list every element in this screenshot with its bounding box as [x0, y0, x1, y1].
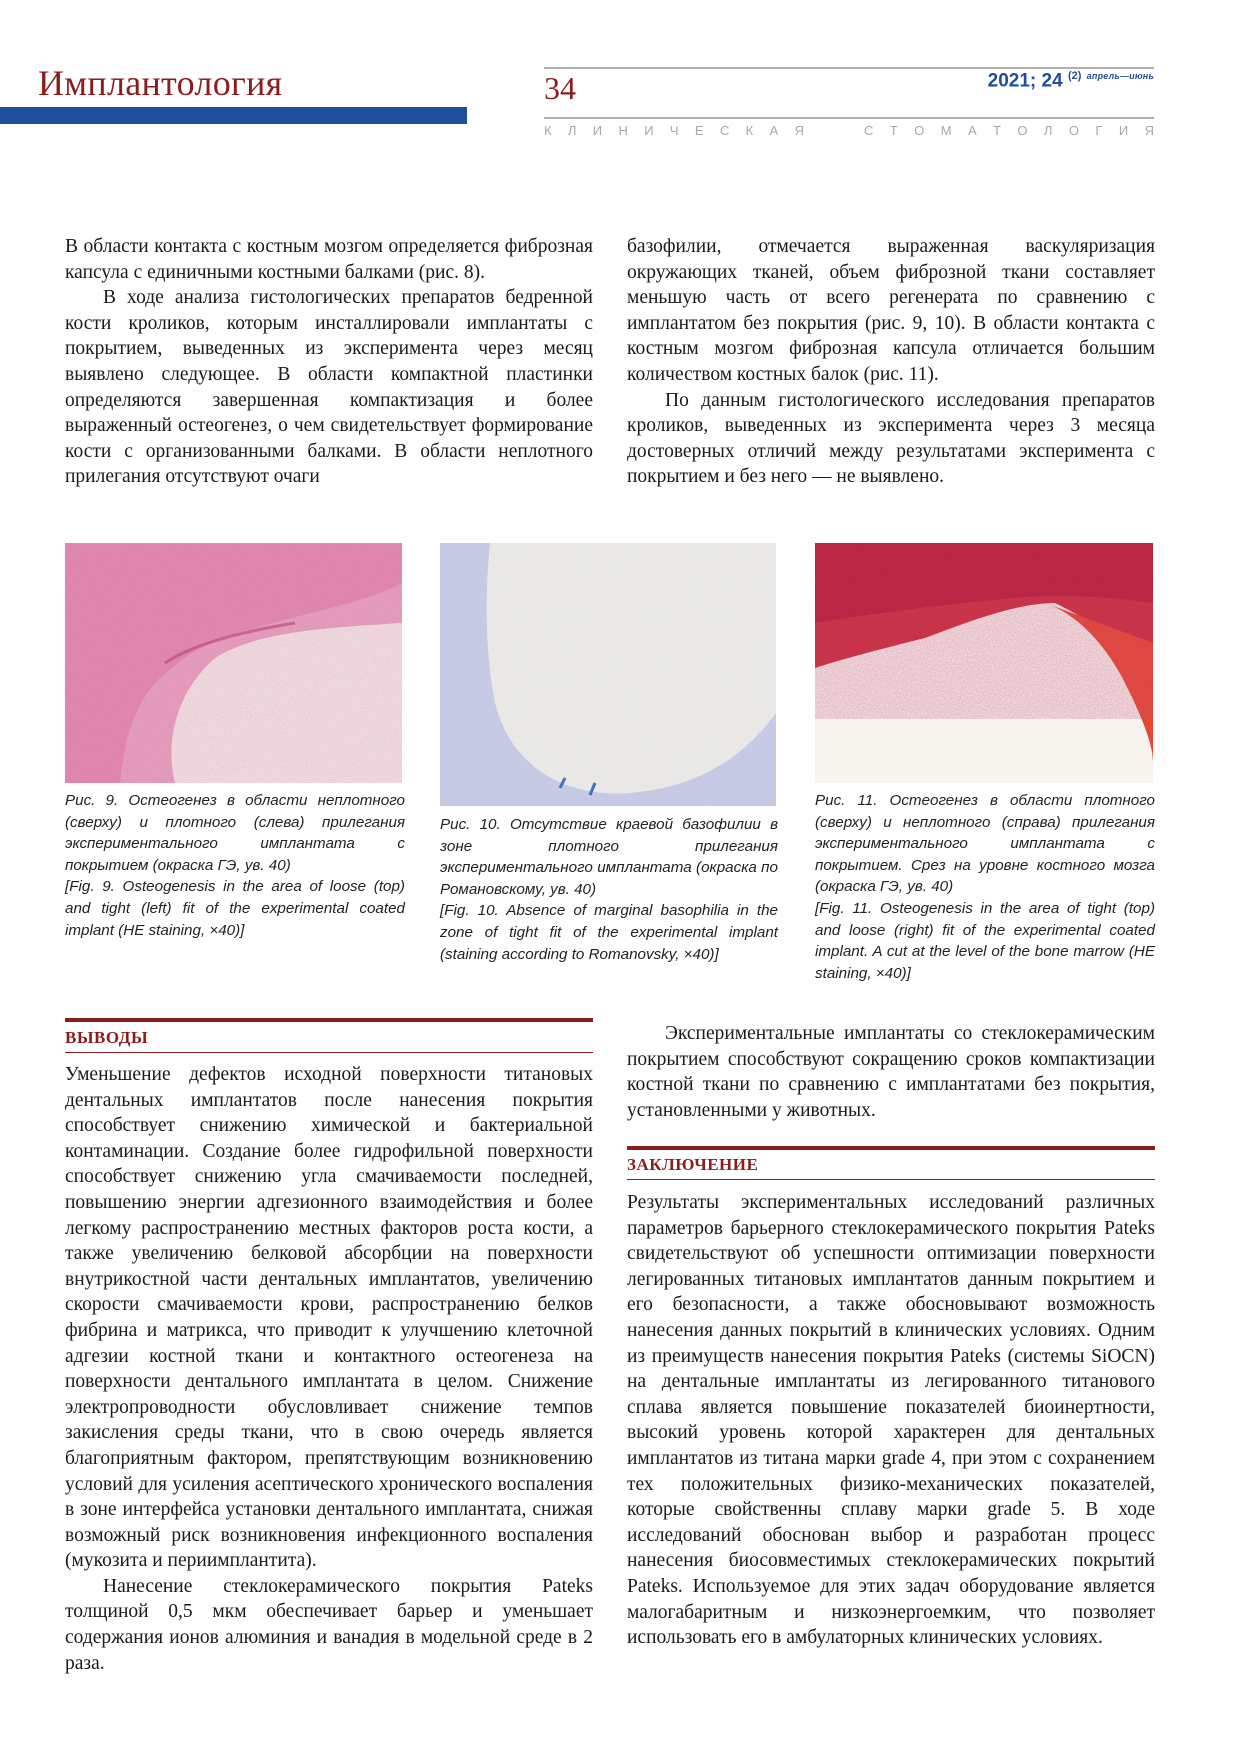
caption-ru: Рис. 9. Остеогенез в области неплотного (сверху) и плотного (слева) прилегания экспериментального имплантата с покрытием (окраска ГЭ, ув. 40)	[65, 792, 405, 874]
journal-letter: К	[745, 123, 754, 138]
page-number: 34	[544, 70, 576, 106]
journal-letter: И	[592, 123, 603, 138]
journal-letter: Г	[1095, 123, 1103, 138]
journal-word-2	[864, 123, 1154, 138]
issue-info	[988, 70, 1154, 92]
journal-letter: А	[967, 123, 977, 138]
journal-letter: И	[644, 123, 654, 138]
header-top-rule	[544, 67, 1154, 69]
journal-word-1	[544, 123, 804, 138]
figure-11-caption	[815, 790, 1155, 984]
caption-en: [Fig. 11. Osteogenesis in the area of tight (top) and loose (right) fit of the experimental coated implant. A cut at the level of the bone marrow (HE staining, ×40)]	[815, 899, 1155, 982]
journal-letter: Л	[1043, 123, 1053, 138]
figure-11-histology-image	[815, 543, 1153, 783]
conclusions-heading: ВЫВОДЫ	[65, 1028, 149, 1047]
journal-letter: Я	[1144, 123, 1154, 138]
caption-en: [Fig. 10. Absence of marginal basophilia in the zone of tight fit of the experimental implant (staining according to Romanovsky, ×40)]	[440, 902, 778, 963]
journal-letter: С	[719, 123, 730, 138]
paragraph: В области контакта с костным мозгом определяется фиброзная капсула с единичными костными балками (рис. 8).	[65, 236, 593, 283]
figure-9-caption	[65, 790, 405, 941]
journal-letter: А	[769, 123, 779, 138]
journal-letter: О	[1017, 123, 1028, 138]
header-mid-rule	[544, 117, 1154, 119]
paragraph: Нанесение стеклокерамического покрытия Pateks толщиной 0,5 мкм обеспечивает барьер и уменьшает содержания ионов алюминия и ванадия в модельной среде в 2 раза.	[65, 1575, 593, 1674]
top-column-right	[627, 234, 1155, 490]
journal-letter: Е	[694, 123, 704, 138]
conclusions-heading-rule-bottom	[65, 1052, 593, 1053]
journal-letter: Т	[993, 123, 1001, 138]
summary-heading-rule-bottom	[627, 1179, 1155, 1180]
caption-en: [Fig. 9. Osteogenesis in the area of loose (top) and tight (left) fit of the experimental coated implant (HE staining, ×40)]	[65, 878, 405, 939]
journal-letter: Л	[567, 123, 577, 138]
paragraph: Результаты экспериментальных исследований различных параметров барьерного стеклокерамического покрытия Pateks свидетельствуют об успешности оптимизации поверхности легированных титановых имплантатов данным покрытием и его безопасности, а также обосновывают возможность нанесения данных покрытий в клинических условиях. Одним из преимуществ нанесения покрытия Pateks (системы SiOCN) на дентальные имплантаты из легированного титанового сплава является повышение показателей биоинертности, высокий уровень которой характерен для дентальных имплантатов из титана марки grade 4, при этом с сохранением тех положительных физико-механических показателей, которые свойственны сплаву марки grade 5. В ходе исследований обоснован выбор и разработан процесс нанесения биосовместимых стеклокерамических покрытий Pateks. Используемое для этих задач оборудование является малогабаритным и низкоэнергоемким, что позволяет использовать его в амбулаторных клинических условиях.	[627, 1192, 1155, 1649]
journal-letter: М	[940, 123, 952, 138]
journal-letter: Ч	[669, 123, 679, 138]
summary-heading-rule-top	[627, 1146, 1155, 1150]
journal-letter: К	[544, 123, 552, 138]
figure-9-histology-image	[65, 543, 402, 783]
paragraph: По данным гистологического исследования препаратов кроликов, выведенных из эксперимента через 3 месяца достоверных отличий между результатами эксперимента с покрытием и без него — не выявлено.	[627, 389, 1155, 488]
summary-column	[627, 1190, 1155, 1651]
section-title: Имплантология	[38, 63, 283, 103]
caption-ru: Рис. 11. Остеогенез в области плотного (сверху) и неплотного (справа) прилегания экспериментального имплантата с покрытием. Срез на уровне костного мозга (окраска ГЭ, ув. 40)	[815, 792, 1155, 896]
summary-heading: ЗАКЛЮЧЕНИЕ	[627, 1155, 759, 1174]
journal-letter: Я	[794, 123, 804, 138]
paragraph: В ходе анализа гистологических препаратов бедренной кости кроликов, которым инсталлировали имплантаты с покрытием, выведенных из эксперимента через месяц выявлено следующее. В области компактной пластинки определяются завершенная компактизация и более выраженный остеогенез, о чем свидетельствует формирование кости с организованными балками. В области неплотного прилегания отсутствуют очаги	[65, 287, 593, 488]
issue-number: (2)	[1067, 70, 1082, 82]
top-column-left	[65, 234, 593, 490]
journal-letter: И	[1118, 123, 1129, 138]
conclusions-column-left	[65, 1062, 593, 1676]
issue-months: апрель—июнь	[1086, 71, 1154, 81]
conclusions-heading-rule-top	[65, 1018, 593, 1022]
journal-letter: О	[914, 123, 925, 138]
caption-ru: Рис. 10. Отсутствие краевой базофилии в зоне плотного прилегания экспериментального имплантата (окраска по Романовскому, ув. 40)	[440, 816, 778, 898]
journal-letter: Н	[618, 123, 628, 138]
figure-10-histology-image	[440, 543, 776, 806]
paragraph: Уменьшение дефектов исходной поверхности титановых дентальных имплантатов после нанесения покрытия способствует снижению химической и бактериальной контаминации. Создание более гидрофильной поверхности способствует снижению угла смачиваемости последней, повышению энергии адгезионного взаимодействия и более легкому распространению местных факторов роста кости, а также увеличению белковой абсорбции на поверхности внутрикостной части дентальных имплантатов, увеличению скорости смачиваемости крови, распространению белков фибрина и матрикса, что приводит к улучшению клеточной адгезии костной ткани и контактного остеогенеза на поверхности дентального имплантата в целом. Снижение электропроводности обусловливает снижение темпов закисления среды ткани, что в свою очередь является благоприятным фактором, препятствующим возникновению условий для усиления асептического хронического воспаления в зоне интерфейса установки дентального имплантата, снижая возможный риск возникновения инфекционного воспаления (мукозита и периимплантита).	[65, 1064, 593, 1572]
conclusions-column-right	[627, 1021, 1155, 1123]
journal-letter: О	[1068, 123, 1079, 138]
paragraph: Экспериментальные имплантаты со стеклокерамическим покрытием способствуют сокращению сроков компактизации костной ткани по сравнению с имплантатами без покрытия, установленными у животных.	[627, 1023, 1155, 1121]
journal-letter: С	[864, 123, 874, 138]
issue-year-volume: 2021; 24	[987, 70, 1063, 92]
header-blue-bar	[0, 107, 467, 124]
journal-letter: Т	[889, 123, 898, 138]
figure-10-caption	[440, 814, 778, 965]
paragraph: базофилии, отмечается выраженная васкуляризация окружающих тканей, объем фиброзной ткани составляет меньшую часть от всего регенерата по сравнению с имплантатом без покрытия (рис. 9, 10). В области контакта с костным мозгом фиброзная капсула отличается большим количеством костных балок (рис. 11).	[627, 236, 1155, 385]
journal-name	[544, 123, 1154, 138]
